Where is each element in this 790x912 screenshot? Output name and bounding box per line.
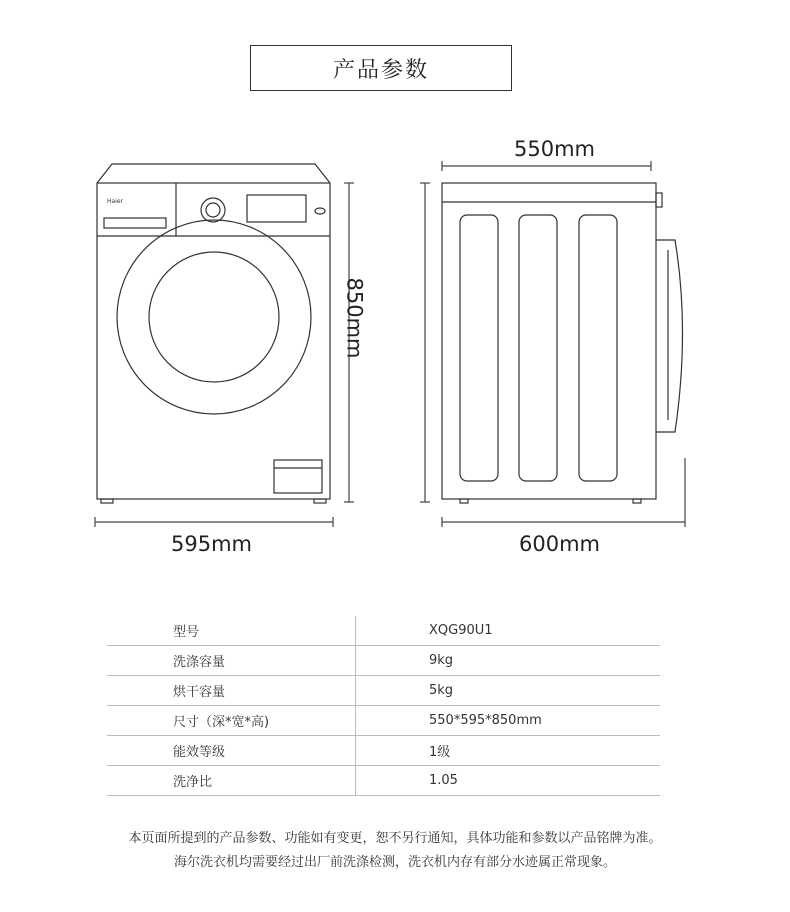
spec-label: 洗涤容量 — [107, 646, 356, 676]
spec-value: 5kg — [356, 676, 661, 706]
dimension-lines — [95, 161, 685, 527]
table-row — [107, 646, 660, 676]
spec-label: 型号 — [107, 616, 356, 646]
table-row — [107, 706, 660, 736]
spec-label: 能效等级 — [107, 736, 356, 766]
spec-label: 烘干容量 — [107, 676, 356, 706]
brand-logo: Haier — [107, 198, 124, 205]
table-row — [107, 766, 660, 796]
water-trace-note: 海尔洗衣机均需要经过出厂前洗涤检测，洗衣机内存有部分水迹属正常现象。 — [173, 855, 616, 870]
width-front-label: 595mm — [171, 532, 252, 556]
spec-table — [107, 616, 660, 796]
spec-value: XQG90U1 — [356, 616, 661, 646]
spec-label: 洗净比 — [107, 766, 356, 796]
height-label: 850mm — [342, 277, 367, 359]
spec-label: 尺寸（深*宽*高) — [107, 706, 356, 736]
page-title: 产品参数 — [250, 45, 512, 91]
table-row — [107, 616, 660, 646]
table-row — [107, 736, 660, 766]
spec-value: 1级 — [356, 736, 661, 766]
spec-value: 550*595*850mm — [356, 706, 661, 736]
depth-top-label: 550mm — [514, 137, 595, 161]
washer-side-view — [442, 183, 683, 503]
depth-bottom-label: 600mm — [519, 532, 600, 556]
disclaimer-note: 本页面所提到的产品参数、功能如有变更，恕不另行通知，具体功能和参数以产品铭牌为准。 — [128, 831, 662, 846]
washer-front-view — [97, 164, 330, 503]
table-row — [107, 676, 660, 706]
spec-value: 1.05 — [356, 766, 661, 796]
spec-value: 9kg — [356, 646, 661, 676]
